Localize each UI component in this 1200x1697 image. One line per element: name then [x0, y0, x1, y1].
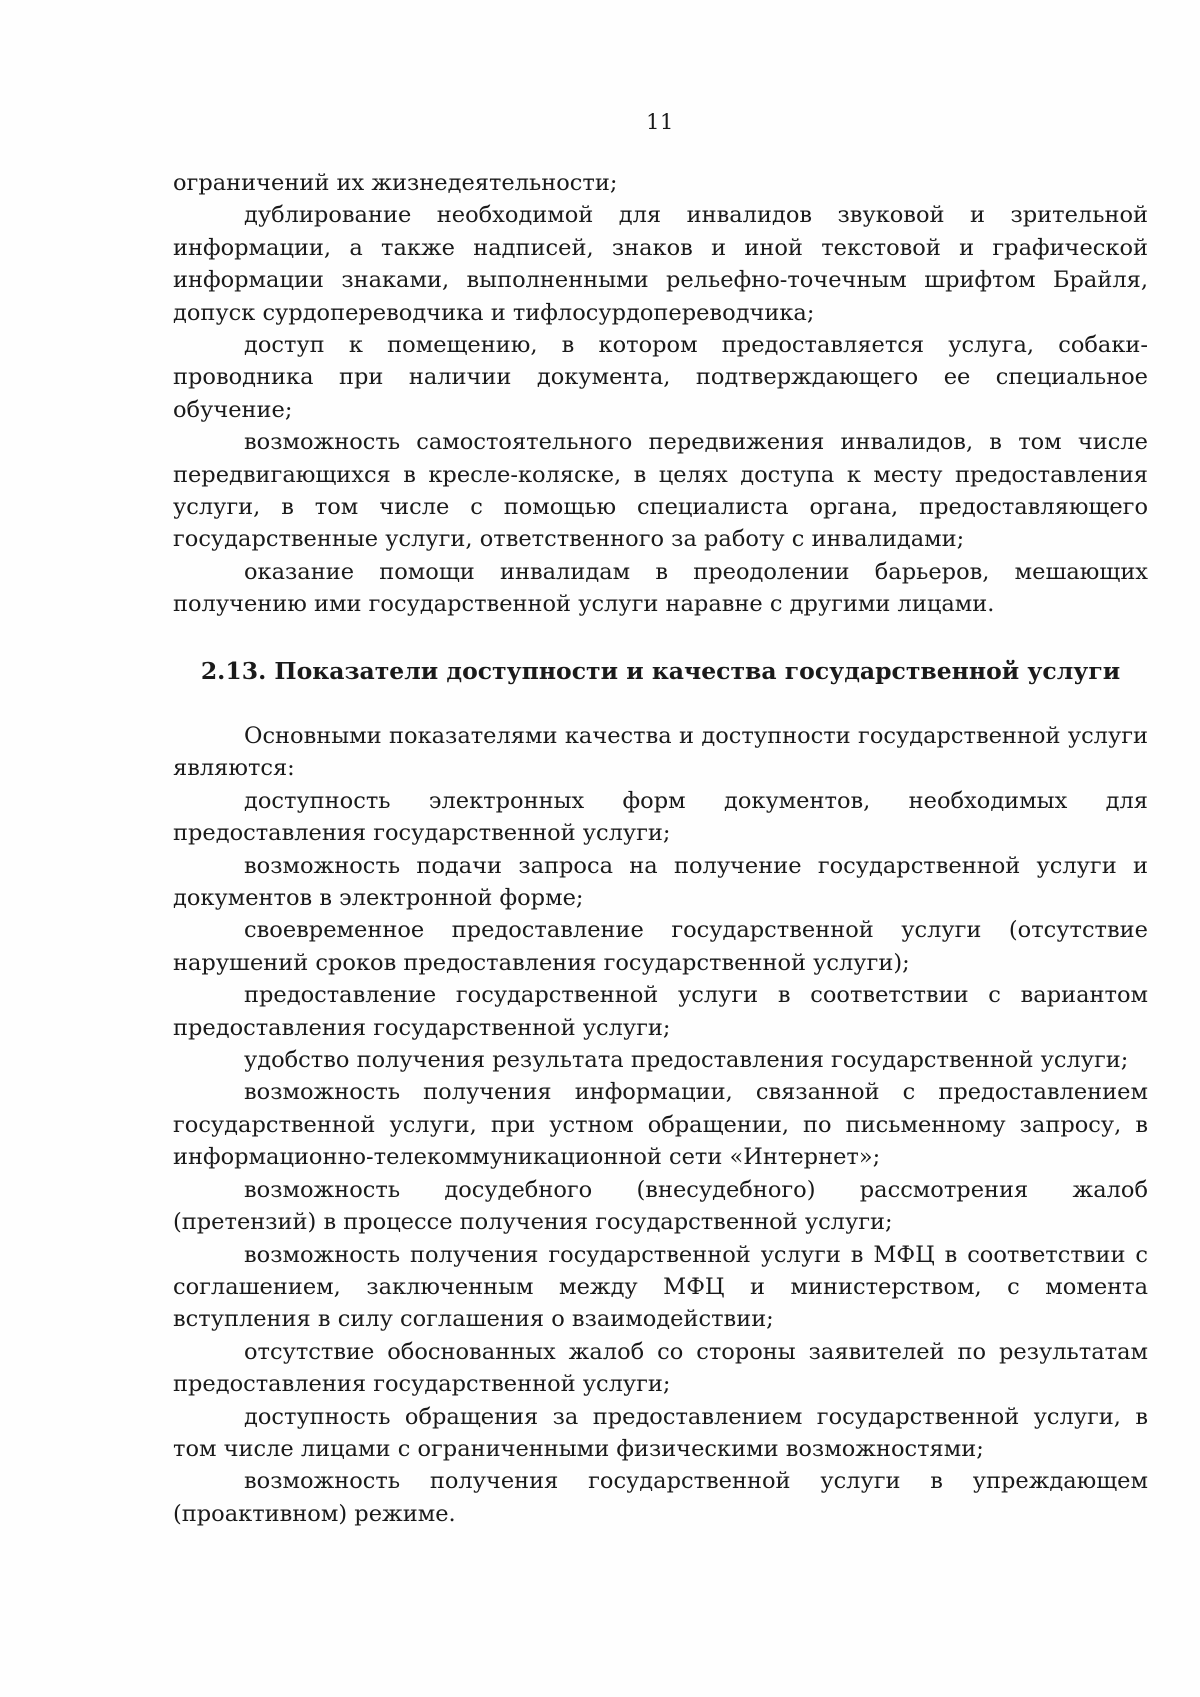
text-block-before-heading	[173, 167, 1148, 621]
paragraph: оказание помощи инвалидам в преодолении барьеров, мешающих получению ими государственной услуги наравне с другими лицами.	[173, 558, 1148, 618]
paragraph: возможность получения государственной услуги в упреждающем (проактивном) режиме.	[173, 1468, 1148, 1527]
paragraph: доступность обращения за предоставлением государственной услуги, в том числе лицами с ограниченными физическими возможностями;	[173, 1403, 1148, 1462]
paragraph: доступность электронных форм документов, необходимых для предоставления государственной услуги;	[173, 787, 1148, 847]
paragraph: отсутствие обоснованных жалоб со стороны заявителей по результатам предоставления государственной услуги;	[173, 1338, 1148, 1398]
paragraph: доступ к помещению, в котором предоставляется услуга, собаки-проводника при наличии документа, подтверждающего ее специальное обучение;	[173, 332, 1148, 423]
paragraph: ограничений их жизнедеятельности;	[173, 170, 618, 196]
paragraph: Основными показателями качества и доступности государственной услуги являются:	[173, 723, 1148, 782]
paragraph: возможность досудебного (внесудебного) рассмотрения жалоб (претензий) в процессе получения государственной услуги;	[173, 1176, 1148, 1236]
paragraph: предоставление государственной услуги в соответствии с вариантом предоставления государственной услуги;	[173, 982, 1148, 1041]
paragraph: удобство получения результата предоставления государственной услуги;	[244, 1047, 1129, 1074]
paragraph: своевременное предоставление государственной услуги (отсутствие нарушений сроков предоставления государственной услуги);	[173, 917, 1148, 976]
paragraph: возможность самостоятельного передвижения инвалидов, в том числе передвигающихся в кресле-коляске, в целях доступа к месту предоставления услуги, в том числе с помощью специалиста органа, предоставляющего государственные услуги, ответственного за работу с инвалидами;	[173, 429, 1148, 553]
paragraph: дублирование необходимой для инвалидов звуковой и зрительной информации, а также надписей, знаков и иной текстовой и графической информации знаками, выполненными рельефно-точечным шрифтом Брайля, допуск сурдопереводчика и тифлосурдопереводчика;	[173, 202, 1148, 326]
text-block-after-heading	[173, 720, 1148, 1530]
paragraph: возможность получения информации, связанной с предоставлением государственной услуги, при устном обращении, по письменному запросу, в информационно-телекоммуникационной сети «Интернет»;	[173, 1079, 1148, 1171]
paragraph: возможность получения государственной услуги в МФЦ в соответствии с соглашением, заключенным между МФЦ и министерством, с момента вступления в силу соглашения о взаимодействии;	[173, 1241, 1148, 1333]
section-heading: 2.13. Показатели доступности и качества государственной услуги	[200, 657, 1121, 685]
paragraph: возможность подачи запроса на получение государственной услуги и документов в электронной форме;	[173, 852, 1148, 912]
page-number: 11	[646, 110, 674, 134]
